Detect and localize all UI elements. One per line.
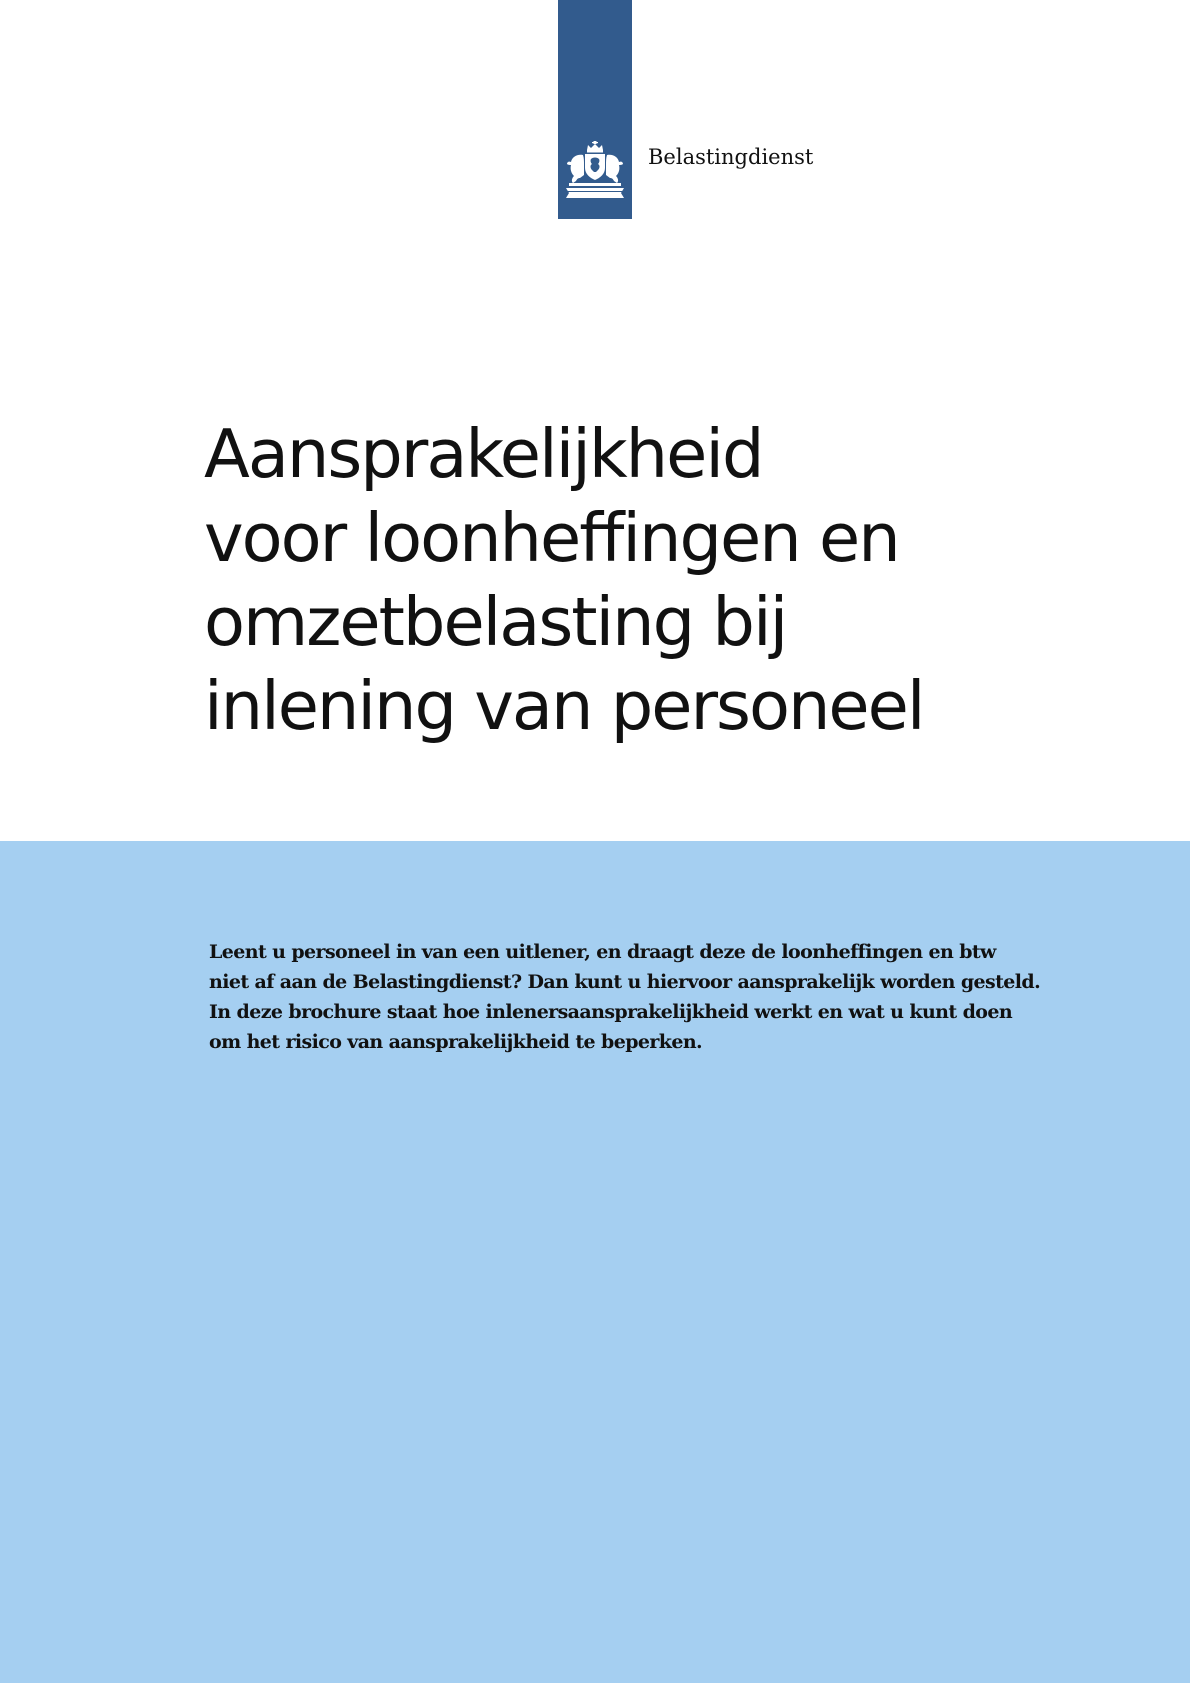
page-title — [204, 412, 1084, 748]
intro-paragraph — [209, 937, 1109, 1057]
title-line: Aansprakelijkheid — [204, 415, 763, 493]
cover-blue-band — [0, 841, 1190, 1683]
cover-top-section — [0, 0, 1190, 841]
logo-bar — [558, 0, 632, 219]
intro-line: om het risico van aansprakelijkheid te beperken. — [209, 1031, 703, 1053]
coat-of-arms-icon — [563, 141, 627, 199]
title-line: voor loonheffingen en — [204, 499, 899, 577]
intro-line: In deze brochure staat hoe inlenersaansprakelijkheid werkt en wat u kunt doen — [209, 1001, 1013, 1023]
title-line: inlening van personeel — [204, 667, 924, 745]
title-line: omzetbelasting bij — [204, 583, 787, 661]
intro-line: niet af aan de Belastingdienst? Dan kunt u hiervoor aansprakelijk worden gesteld. — [209, 971, 1041, 993]
intro-line: Leent u personeel in van een uitlener, en draagt deze de loonheffingen en btw — [209, 941, 996, 963]
organization-name: Belastingdienst — [648, 145, 814, 169]
